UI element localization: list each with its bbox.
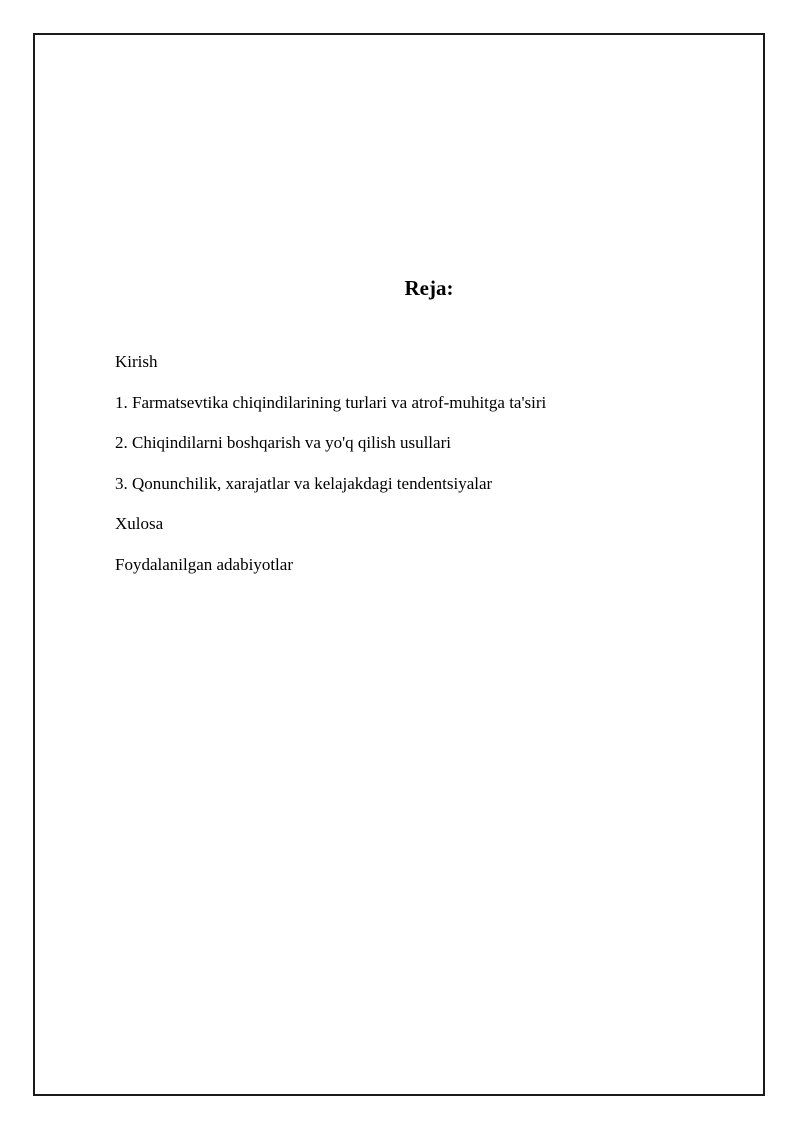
toc-item-introduction: Kirish xyxy=(115,352,158,371)
table-of-contents xyxy=(115,350,546,593)
toc-item-chapter-1: 1. Farmatsevtika chiqindilarining turlari va atrof-muhitga ta'siri xyxy=(115,392,547,412)
plan-heading: Reja: xyxy=(404,276,454,300)
toc-item-conclusion: Xulosa xyxy=(115,514,164,533)
toc-item-chapter-2: 2. Chiqindilarni boshqarish va yo'q qilish usullari xyxy=(115,433,451,452)
toc-item-references: Foydalanilgan adabiyotlar xyxy=(115,554,293,574)
toc-item-chapter-3: 3. Qonunchilik, xarajatlar va kelajakdagi tendentsiyalar xyxy=(115,473,493,493)
